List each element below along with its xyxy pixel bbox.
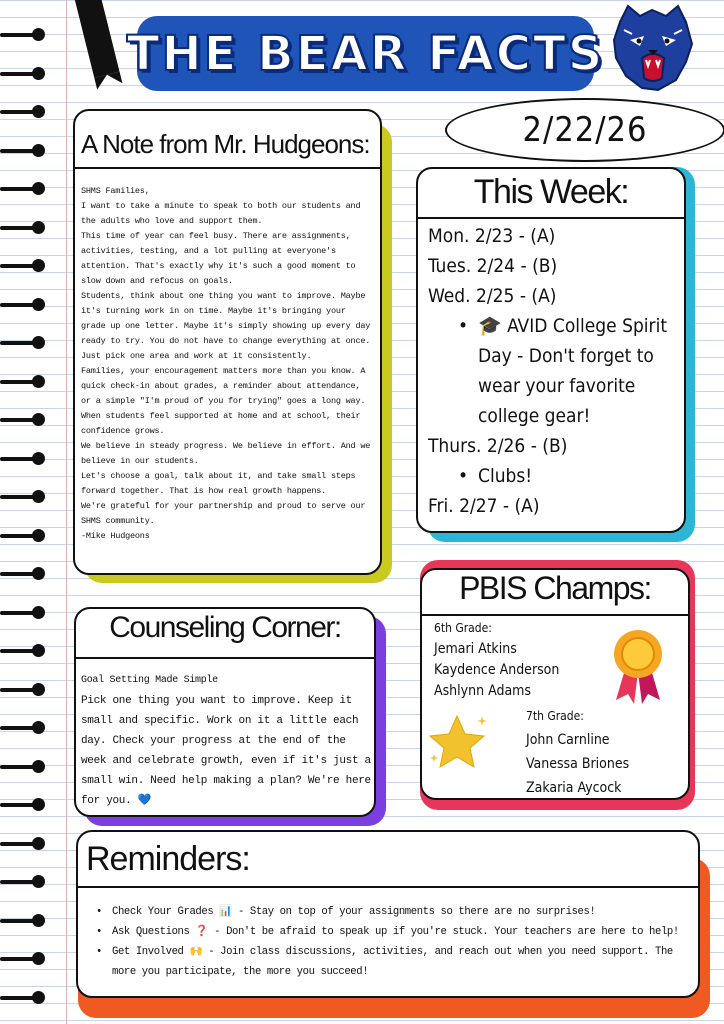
note-paragraph: Students, think about one thing you want to improve. Maybe it's turning work in on time. Maybe it's bringing your grade up one letter. Maybe it's simply showing up every day ready to try. You do not have to change everything at once. Just pick one area and work at it consistently. — [81, 291, 371, 361]
award-ribbon-icon — [608, 626, 668, 706]
week-day-wednesday: Wed. 2/25 - (A) — [428, 285, 557, 307]
bear-mascot-icon — [606, 0, 698, 92]
week-event-item: • 🎓 AVID College Spirit Day - Don't forget to wear your favorite college gear! — [458, 315, 668, 427]
pbis-student: Kaydence Anderson — [434, 662, 560, 678]
spiral-ring — [0, 991, 44, 1005]
spiral-ring — [0, 221, 44, 235]
spiral-ring — [0, 259, 44, 273]
counseling-body-block — [81, 671, 371, 811]
spiral-ring — [0, 644, 44, 658]
note-paragraph: Let's choose a goal, talk about it, and take small steps forward together. That is how real growth happens. — [81, 471, 356, 496]
spiral-ring — [0, 567, 44, 581]
issue-date-oval — [445, 98, 724, 162]
pbis-grade6-label: 6th Grade: — [434, 621, 492, 635]
counseling-subtitle: Goal Setting Made Simple — [81, 675, 218, 686]
note-heading: A Note from Mr. Hudgeons: — [81, 129, 370, 159]
reminders-card — [76, 830, 700, 998]
counseling-card — [74, 607, 376, 817]
reminders-heading: Reminders: — [86, 840, 250, 878]
pbis-heading: PBIS Champs: — [459, 570, 651, 606]
pbis-grade7-list — [526, 704, 629, 800]
week-event-item: • Clubs! — [458, 465, 533, 487]
week-day-tuesday: Tues. 2/24 - (B) — [428, 255, 558, 277]
note-paragraph: We're grateful for your partnership and proud to serve our SHMS community. — [81, 501, 366, 526]
week-day-thursday: Thurs. 2/26 - (B) — [428, 435, 568, 457]
spiral-ring — [0, 760, 44, 774]
pbis-grade7-label: 7th Grade: — [526, 709, 584, 723]
note-paragraph: SHMS Families, — [81, 186, 150, 196]
spiral-ring — [0, 452, 44, 466]
counseling-body: Pick one thing you want to improve. Keep it small and specific. Work on it a little each day. Check your progress at the end of the week and celebrate growth, even if it's just a small win. Need help making a plan? We're here for you. 💙 — [81, 695, 371, 807]
week-day-monday: Mon. 2/23 - (A) — [428, 225, 556, 247]
spiral-binding — [0, 28, 56, 1018]
spiral-ring — [0, 683, 44, 697]
spiral-ring — [0, 336, 44, 350]
spiral-ring — [0, 298, 44, 312]
spiral-ring — [0, 606, 44, 620]
spiral-ring — [0, 952, 44, 966]
week-day-friday: Fri. 2/27 - (A) — [428, 495, 540, 517]
note-paragraph: Families, your encouragement matters more than you know. A quick check-in about grades, a reminder about attendance, or a simple "I'm proud of you for trying" goes a long way. When students feel supported at home and at school, their confidence grows. — [81, 366, 366, 436]
bookmark-icon — [74, 0, 119, 78]
pbis-student: Zakaria Aycock — [526, 780, 622, 796]
note-signature: -Mike Hudgeons — [81, 531, 150, 541]
note-heading-rule — [75, 167, 382, 169]
reminder-item: • Check Your Grades 📊 - Stay on top of your assignments so there are no surprises! — [84, 902, 688, 922]
spiral-ring — [0, 105, 44, 119]
pbis-student: Vanessa Briones — [526, 756, 630, 772]
week-card — [416, 167, 686, 533]
spiral-ring — [0, 67, 44, 81]
notebook-margin-line — [66, 0, 67, 1024]
pbis-student: Jemari Atkins — [434, 641, 517, 657]
note-paragraph: This time of year can feel busy. There are assignments, activities, testing, and a lot pulling at everyone's attention. That's exactly why it's such a good moment to slow down and refocus on goals. — [81, 231, 356, 286]
spiral-ring — [0, 28, 44, 42]
spiral-ring — [0, 144, 44, 158]
pbis-student: John Carnline — [526, 732, 610, 748]
spiral-ring — [0, 182, 44, 196]
counseling-heading-rule — [76, 657, 374, 659]
pbis-card — [420, 568, 690, 800]
note-paragraph: I want to take a minute to speak to both our students and the adults who love and support them. — [81, 201, 361, 226]
spiral-ring — [0, 837, 44, 851]
spiral-ring — [0, 721, 44, 735]
spiral-ring — [0, 375, 44, 389]
counseling-heading: Counseling Corner: — [109, 611, 341, 644]
week-heading: This Week: — [473, 173, 629, 211]
spiral-ring — [0, 413, 44, 427]
note-card — [73, 109, 382, 575]
reminders-heading-rule — [78, 886, 698, 888]
reminder-item: • Ask Questions ❓ - Don't be afraid to speak up if you're stuck. Your teachers are here to help! — [84, 922, 688, 942]
pbis-heading-rule — [422, 614, 688, 616]
spiral-ring — [0, 529, 44, 543]
spiral-ring — [0, 490, 44, 504]
spiral-ring — [0, 914, 44, 928]
issue-date: 2/22/26 — [522, 110, 648, 150]
spiral-ring — [0, 875, 44, 889]
masthead-banner — [126, 16, 605, 91]
reminder-item: • Get Involved 🙌 - Join class discussions, activities, and reach out when you need support. The more you participate, the more you succeed! — [84, 942, 688, 982]
week-event-text: 🎓 AVID College Spirit Day - Don't forget to wear your favorite college gear! — [478, 315, 668, 427]
newsletter-title: THE BEAR FACTS — [126, 25, 605, 82]
pbis-grade6-list — [434, 618, 559, 702]
week-heading-rule — [418, 217, 684, 219]
spiral-ring — [0, 798, 44, 812]
note-paragraph: We believe in steady progress. We believe in effort. And we believe in our students. — [81, 441, 371, 466]
week-schedule — [428, 221, 680, 521]
note-body — [81, 184, 373, 544]
reminders-list — [84, 902, 688, 982]
week-event-text: Clubs! — [478, 465, 533, 487]
pbis-student: Ashlynn Adams — [434, 683, 531, 699]
star-icon — [424, 710, 494, 774]
